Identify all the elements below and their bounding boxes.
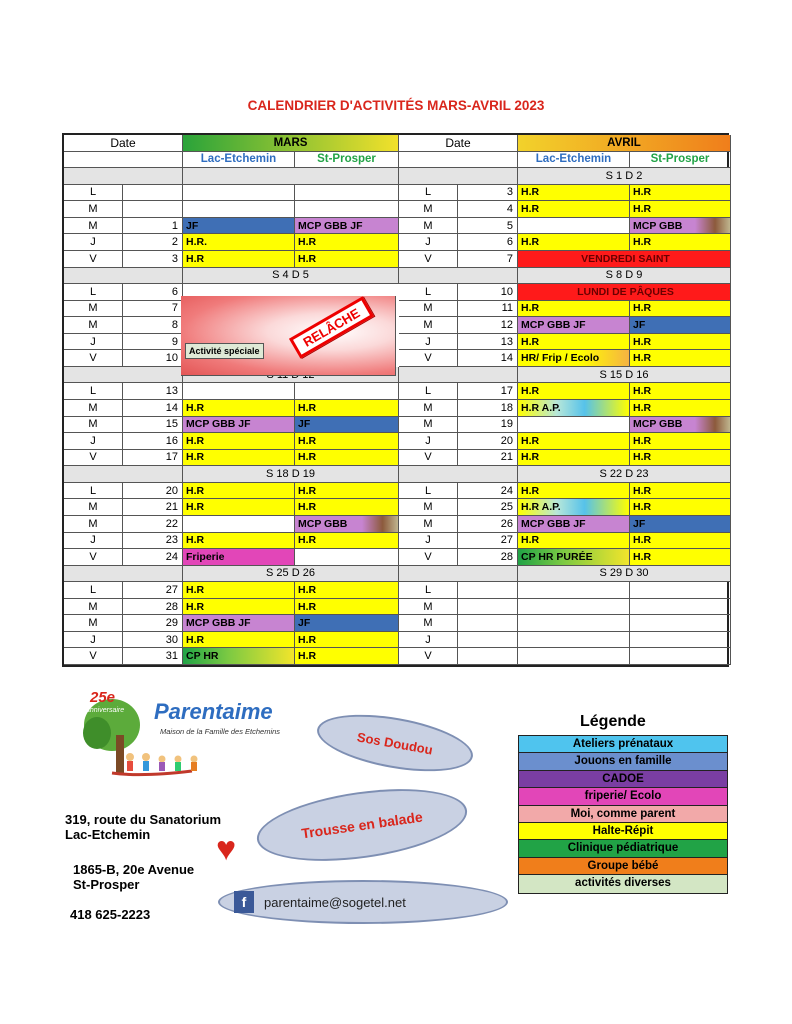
day-number: 20 — [123, 483, 183, 500]
day-letter: L — [64, 582, 123, 599]
activity-lac: H.R — [518, 301, 630, 318]
activity-lac — [183, 201, 295, 218]
legend-item: Groupe bébé — [519, 858, 727, 875]
activity-lac — [518, 218, 630, 235]
activity-stp: H.R — [295, 499, 399, 516]
day-letter: M — [64, 417, 123, 434]
site-stp-avril: St-Prosper — [630, 152, 731, 169]
activity-lac: H.R — [518, 201, 630, 218]
week-label: S 29 D 30 — [518, 566, 731, 583]
trousse-text: Trousse en balade — [300, 808, 424, 842]
blank-cell — [64, 168, 183, 185]
phone-number: 418 625-2223 — [70, 907, 151, 922]
facebook-icon: f — [234, 891, 254, 913]
day-letter: V — [64, 450, 123, 467]
legend-item: Clinique pédiatrique — [519, 840, 727, 857]
activity-stp: H.R — [630, 201, 731, 218]
holiday-span: VENDREDI SAINT — [518, 251, 731, 268]
mars-header: MARS — [183, 135, 399, 152]
day-letter: J — [64, 632, 123, 649]
blank-cell — [64, 367, 183, 384]
day-number: 28 — [458, 549, 518, 566]
blank-cell — [64, 566, 183, 583]
badge-25: 25e — [90, 689, 116, 706]
activity-stp: H.R — [295, 400, 399, 417]
activity-stp: JF — [630, 317, 731, 334]
day-letter: V — [399, 648, 458, 665]
day-number: 28 — [123, 599, 183, 616]
day-number: 23 — [123, 533, 183, 550]
day-number: 16 — [123, 433, 183, 450]
badge-sub: anniversaire — [86, 707, 125, 714]
day-letter: V — [399, 251, 458, 268]
day-letter: M — [64, 516, 123, 533]
activity-lac: CP HR — [183, 648, 295, 665]
sos-doudou-cloud — [313, 705, 477, 782]
address-stp-line1: 1865-B, 20e Avenue — [73, 862, 195, 877]
activity-stp: H.R — [295, 483, 399, 500]
activity-stp: JF — [295, 615, 399, 632]
day-letter: L — [399, 582, 458, 599]
activity-stp — [630, 599, 731, 616]
activity-lac: H.R A.P. — [518, 400, 630, 417]
activity-lac: H.R — [183, 483, 295, 500]
relache-stamp: RELÂCHE — [289, 296, 374, 358]
activity-stp — [295, 549, 399, 566]
day-letter: L — [64, 284, 123, 301]
day-number: 24 — [123, 549, 183, 566]
activity-stp: H.R — [630, 533, 731, 550]
day-letter: M — [64, 499, 123, 516]
day-number: 10 — [123, 350, 183, 367]
day-number: 30 — [123, 632, 183, 649]
blank-cell — [399, 367, 518, 384]
week-label: S 8 D 9 — [518, 268, 731, 285]
activity-stp: JF — [630, 516, 731, 533]
activity-stp — [295, 201, 399, 218]
heart-icon: ♥ — [216, 830, 237, 868]
legend-item: Halte-Répit — [519, 823, 727, 840]
activity-stp: H.R — [295, 533, 399, 550]
activity-stp — [630, 582, 731, 599]
activity-stp: H.R — [630, 350, 731, 367]
blank-cell — [399, 566, 518, 583]
day-letter: L — [399, 483, 458, 500]
day-number: 15 — [123, 417, 183, 434]
day-letter: J — [399, 533, 458, 550]
address-stp-line2: St-Prosper — [73, 877, 140, 892]
day-number: 6 — [458, 234, 518, 251]
activity-stp: H.R — [295, 648, 399, 665]
day-number — [458, 599, 518, 616]
site-lac-mars: Lac-Etchemin — [183, 152, 295, 169]
activity-lac — [183, 516, 295, 533]
activity-lac: H.R — [183, 533, 295, 550]
activity-lac — [518, 599, 630, 616]
site-stp-mars: St-Prosper — [295, 152, 399, 169]
day-number: 25 — [458, 499, 518, 516]
activity-stp: H.R — [630, 433, 731, 450]
address-lac-line1: 319, route du Sanatorium — [65, 812, 222, 827]
day-letter: M — [399, 218, 458, 235]
day-number: 20 — [458, 433, 518, 450]
activity-stp: H.R — [295, 450, 399, 467]
activity-lac: H.R — [518, 433, 630, 450]
activity-lac — [183, 185, 295, 202]
day-letter: J — [399, 234, 458, 251]
day-letter: M — [399, 400, 458, 417]
blank-cell — [399, 466, 518, 483]
day-letter: L — [399, 383, 458, 400]
activity-stp: H.R — [630, 549, 731, 566]
day-number: 31 — [123, 648, 183, 665]
blank-cell — [399, 268, 518, 285]
day-number: 29 — [123, 615, 183, 632]
blank-cell — [64, 152, 183, 169]
activity-stp: H.R — [630, 400, 731, 417]
activity-stp: H.R — [630, 499, 731, 516]
activity-lac: H.R — [183, 433, 295, 450]
activity-stp: H.R — [630, 450, 731, 467]
day-letter: J — [399, 433, 458, 450]
activity-stp — [630, 632, 731, 649]
relache-block — [181, 296, 396, 376]
day-letter: M — [64, 317, 123, 334]
activity-lac: MCP GBB JF — [518, 317, 630, 334]
day-number: 13 — [123, 383, 183, 400]
day-number: 21 — [458, 450, 518, 467]
day-letter: M — [64, 400, 123, 417]
legend-item: Moi, comme parent — [519, 806, 727, 823]
activity-stp: MCP GBB JF — [295, 218, 399, 235]
activity-lac: Friperie — [183, 549, 295, 566]
activity-stp: H.R — [295, 632, 399, 649]
day-letter: L — [64, 185, 123, 202]
activity-stp: MCP GBB — [630, 417, 731, 434]
day-number: 9 — [123, 334, 183, 351]
activity-stp: H.R — [630, 234, 731, 251]
site-lac-avril: Lac-Etchemin — [518, 152, 630, 169]
activity-stp — [630, 615, 731, 632]
day-letter: J — [64, 533, 123, 550]
activity-lac: JF — [183, 218, 295, 235]
date-header-right: Date — [399, 135, 518, 152]
day-letter: M — [399, 599, 458, 616]
day-number: 26 — [458, 516, 518, 533]
legend-item: CADOE — [519, 771, 727, 788]
day-number: 14 — [458, 350, 518, 367]
week-label: S 4 D 5 — [183, 268, 399, 285]
week-label: S 25 D 26 — [183, 566, 399, 583]
activity-stp — [630, 648, 731, 665]
activity-stp: MCP GBB — [630, 218, 731, 235]
legend-title: Légende — [580, 713, 646, 730]
day-letter: V — [399, 549, 458, 566]
day-letter: M — [64, 201, 123, 218]
activity-lac: H.R — [183, 251, 295, 268]
legend-item: activités diverses — [519, 875, 727, 892]
activity-lac — [518, 648, 630, 665]
activity-stp: H.R — [295, 582, 399, 599]
avril-header: AVRIL — [518, 135, 731, 152]
activity-stp: JF — [295, 417, 399, 434]
activity-lac: H.R — [518, 533, 630, 550]
day-number: 27 — [123, 582, 183, 599]
day-number — [458, 632, 518, 649]
day-letter: V — [64, 251, 123, 268]
day-number: 24 — [458, 483, 518, 500]
day-number: 6 — [123, 284, 183, 301]
day-letter: M — [399, 201, 458, 218]
logo-tagline: Maison de la Famille des Etchemins — [160, 727, 281, 736]
day-letter: V — [399, 450, 458, 467]
legend — [518, 735, 728, 894]
activity-stp: MCP GBB — [295, 516, 399, 533]
address-stp — [73, 862, 194, 892]
day-letter: M — [399, 417, 458, 434]
day-number: 27 — [458, 533, 518, 550]
day-number: 14 — [123, 400, 183, 417]
activity-lac: H.R A.P. — [518, 499, 630, 516]
day-letter: M — [399, 516, 458, 533]
day-letter: M — [399, 301, 458, 318]
activity-stp: H.R — [630, 334, 731, 351]
activite-speciale-label: Activité spéciale — [185, 343, 264, 359]
day-number: 13 — [458, 334, 518, 351]
day-letter: J — [64, 433, 123, 450]
day-number: 8 — [123, 317, 183, 334]
day-letter: M — [399, 317, 458, 334]
activity-lac: MCP GBB JF — [183, 417, 295, 434]
activity-stp: H.R — [295, 599, 399, 616]
day-number: 11 — [458, 301, 518, 318]
activity-stp: H.R — [630, 301, 731, 318]
day-letter: V — [64, 350, 123, 367]
day-number: 1 — [123, 218, 183, 235]
activity-lac — [183, 383, 295, 400]
day-letter: M — [64, 301, 123, 318]
day-letter: J — [399, 334, 458, 351]
day-letter: L — [64, 383, 123, 400]
day-number — [458, 582, 518, 599]
day-number: 2 — [123, 234, 183, 251]
day-number: 17 — [458, 383, 518, 400]
activity-lac: H.R — [183, 632, 295, 649]
legend-item: friperie/ Ecolo — [519, 788, 727, 805]
day-number — [123, 185, 183, 202]
legend-item: Ateliers prénataux — [519, 736, 727, 753]
sos-doudou-text: Sos Doudou — [355, 728, 434, 758]
day-letter: M — [399, 499, 458, 516]
activity-lac: H.R — [518, 450, 630, 467]
activity-lac — [518, 417, 630, 434]
day-number: 5 — [458, 218, 518, 235]
activity-lac — [518, 615, 630, 632]
email-cloud — [218, 880, 508, 924]
address-lac-line2: Lac-Etchemin — [65, 827, 151, 842]
day-number: 22 — [123, 516, 183, 533]
day-number: 10 — [458, 284, 518, 301]
week-label: S 15 D 16 — [518, 367, 731, 384]
activity-stp: H.R — [295, 433, 399, 450]
activity-lac: H.R — [183, 582, 295, 599]
activity-lac — [518, 632, 630, 649]
activity-stp — [295, 185, 399, 202]
calendar-table — [62, 133, 729, 667]
logo-name: Parentaime — [154, 699, 273, 724]
blank-cell — [399, 168, 518, 185]
day-letter: M — [64, 218, 123, 235]
activity-lac: HR/ Frip / Ecolo — [518, 350, 630, 367]
week-label: S 1 D 2 — [518, 168, 731, 185]
activity-lac: H.R — [518, 383, 630, 400]
activity-stp: H.R — [630, 185, 731, 202]
day-number: 7 — [458, 251, 518, 268]
holiday-span: LUNDI DE PÂQUES — [518, 284, 731, 301]
day-number: 3 — [123, 251, 183, 268]
day-number: 12 — [458, 317, 518, 334]
day-letter: L — [399, 284, 458, 301]
day-number: 3 — [458, 185, 518, 202]
activity-lac: MCP GBB JF — [183, 615, 295, 632]
activity-stp: H.R — [630, 383, 731, 400]
day-number — [458, 615, 518, 632]
day-number — [458, 648, 518, 665]
blank-cell — [64, 268, 183, 285]
day-letter: M — [64, 615, 123, 632]
activity-lac — [518, 582, 630, 599]
activity-stp — [295, 383, 399, 400]
day-number: 21 — [123, 499, 183, 516]
activity-lac: H.R — [518, 334, 630, 351]
activity-lac: H.R. — [183, 234, 295, 251]
activity-lac: H.R — [518, 234, 630, 251]
legend-item: Jouons en famille — [519, 753, 727, 770]
activity-lac: MCP GBB JF — [518, 516, 630, 533]
day-letter: V — [64, 549, 123, 566]
day-letter: J — [399, 632, 458, 649]
page-title: CALENDRIER D'ACTIVITÉS MARS-AVRIL 2023 — [247, 98, 545, 113]
day-number: 19 — [458, 417, 518, 434]
activity-stp: H.R — [295, 234, 399, 251]
day-letter: V — [64, 648, 123, 665]
day-letter: L — [399, 185, 458, 202]
week-label: S 22 D 23 — [518, 466, 731, 483]
activity-lac: H.R — [183, 599, 295, 616]
trousse-cloud — [252, 778, 471, 873]
activity-lac: H.R — [183, 400, 295, 417]
day-letter: V — [399, 350, 458, 367]
date-header-left: Date — [64, 135, 183, 152]
blank-cell — [183, 168, 399, 185]
day-letter: L — [64, 483, 123, 500]
activity-lac: CP HR PURÉE — [518, 549, 630, 566]
day-letter: J — [64, 334, 123, 351]
day-number: 18 — [458, 400, 518, 417]
activity-stp: H.R — [295, 251, 399, 268]
day-letter: M — [399, 615, 458, 632]
address-lac — [65, 812, 221, 842]
blank-cell — [399, 152, 518, 169]
day-letter: J — [64, 234, 123, 251]
activity-lac: H.R — [183, 499, 295, 516]
day-number: 4 — [458, 201, 518, 218]
activity-lac: H.R — [183, 450, 295, 467]
week-label: S 18 D 19 — [183, 466, 399, 483]
day-number — [123, 201, 183, 218]
parentaime-logo — [82, 685, 282, 780]
email-text: parentaime@sogetel.net — [264, 894, 406, 910]
activity-stp: H.R — [630, 483, 731, 500]
activity-lac: H.R — [518, 483, 630, 500]
activity-lac: H.R — [518, 185, 630, 202]
day-letter: M — [64, 599, 123, 616]
blank-cell — [64, 466, 183, 483]
day-number: 17 — [123, 450, 183, 467]
day-number: 7 — [123, 301, 183, 318]
